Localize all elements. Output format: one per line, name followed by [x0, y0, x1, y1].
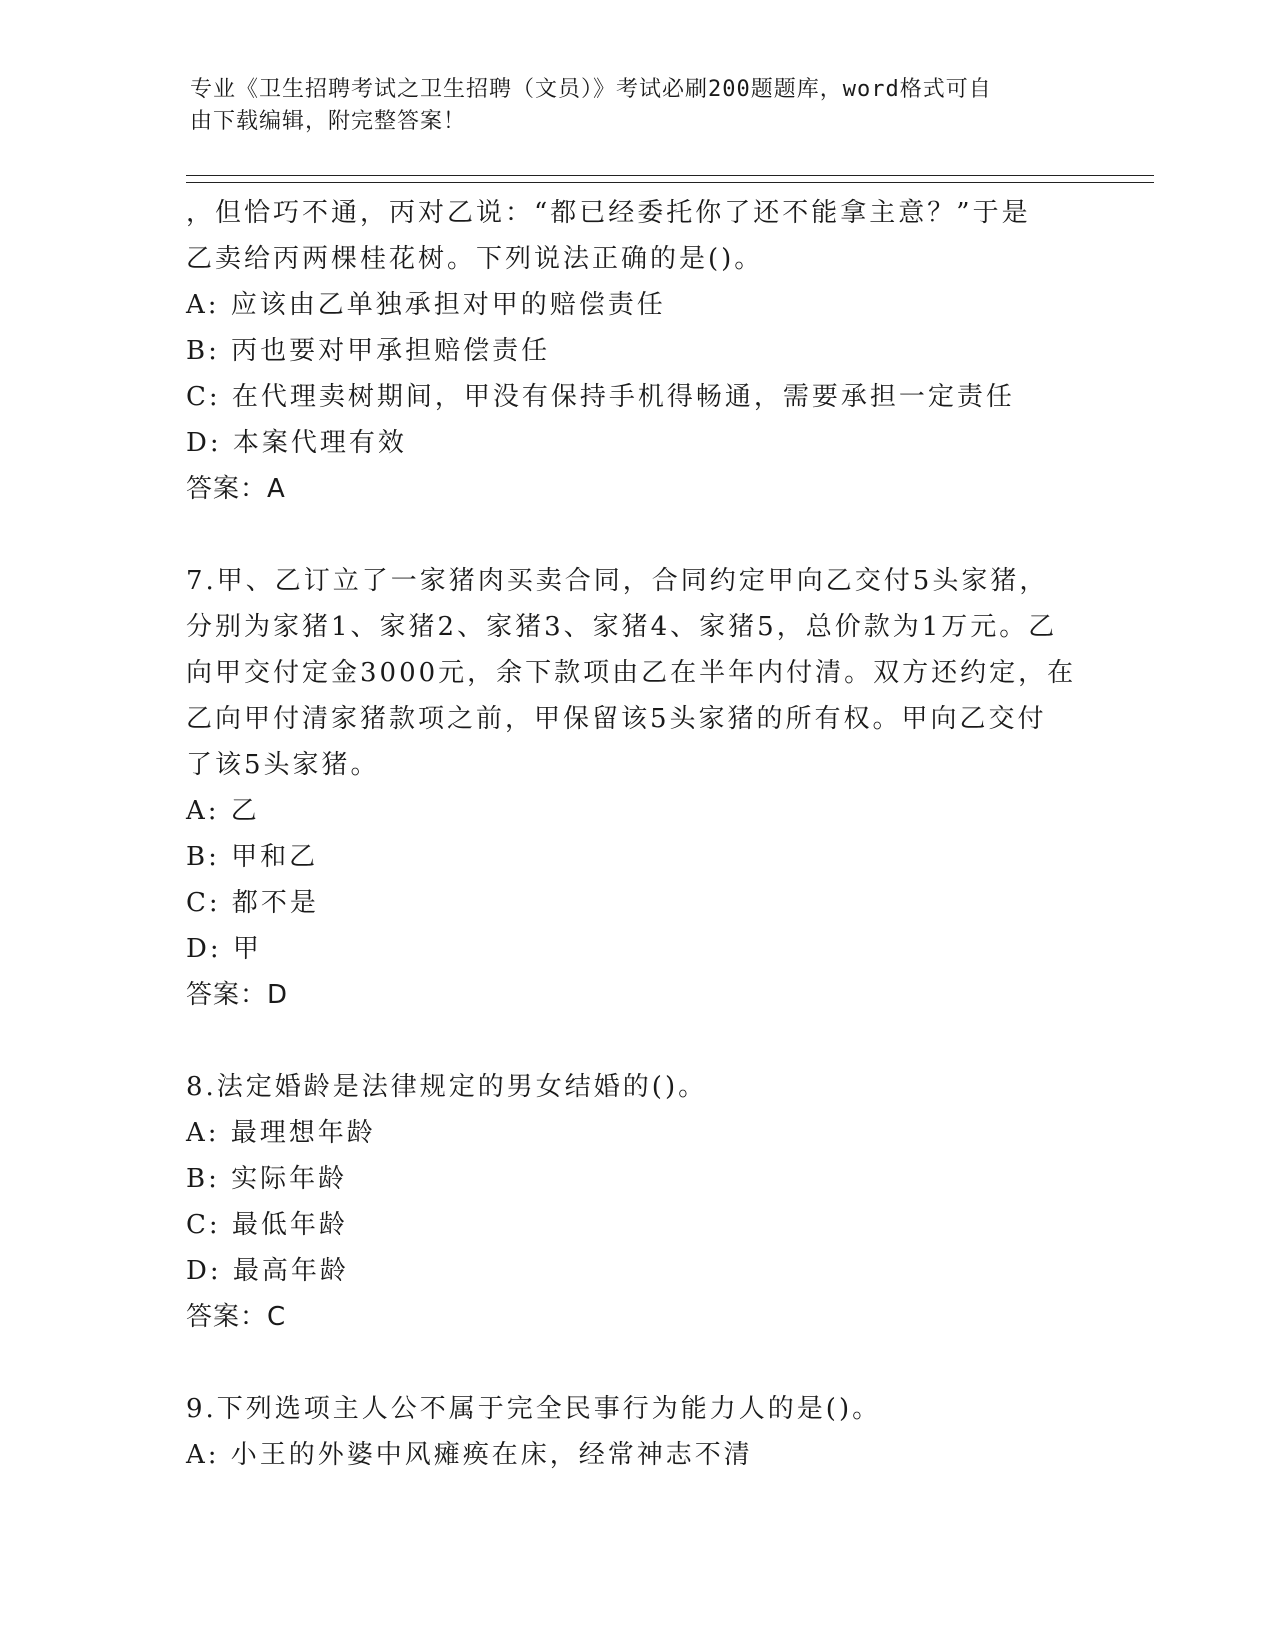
- option-b: B: 丙也要对甲承担赔偿责任: [186, 336, 551, 366]
- option-d: D: 本案代理有效: [186, 428, 407, 458]
- question-7: [186, 558, 1086, 1018]
- answer-label: 答案：C: [186, 1302, 287, 1332]
- question-stem-line: 乙向甲付清家猪款项之前，甲保留该5头家猪的所有权。甲向乙交付: [186, 704, 1047, 734]
- option-c: C: 都不是: [186, 888, 319, 918]
- header-line-2: 由下载编辑，附完整答案！: [190, 109, 467, 134]
- question-stem-line: ，但恰巧不通，丙对乙说：“都已经委托你了还不能拿主意？”于是: [186, 198, 1031, 228]
- option-a: A: 最理想年龄: [186, 1118, 376, 1148]
- header-divider-bottom: [186, 182, 1154, 183]
- option-b: B: 甲和乙: [186, 842, 319, 872]
- option-d: D: 最高年龄: [186, 1256, 349, 1286]
- option-a: A: 小王的外婆中风瘫痪在床，经常神志不清: [186, 1440, 753, 1470]
- document-header: [190, 74, 1070, 138]
- question-6: [186, 190, 1086, 512]
- question-stem-line: 8.法定婚龄是法律规定的男女结婚的()。: [186, 1072, 708, 1102]
- header-line-1: 专业《卫生招聘考试之卫生招聘（文员）》考试必刷200题题库，word格式可自: [190, 77, 992, 102]
- header-divider-top: [186, 175, 1154, 176]
- spacer: [186, 1018, 1086, 1064]
- question-stem-line: 乙卖给丙两棵桂花树。下列说法正确的是()。: [186, 244, 764, 274]
- option-b: B: 实际年龄: [186, 1164, 348, 1194]
- document-body: [186, 190, 1086, 1478]
- question-stem-line: 分别为家猪1、家猪2、家猪3、家猪4、家猪5，总价款为1万元。乙: [186, 612, 1058, 642]
- question-stem-line: 了该5头家猪。: [186, 750, 380, 780]
- option-d: D: 甲: [186, 934, 262, 964]
- option-a: A: 乙: [186, 796, 260, 826]
- option-c: C: 在代理卖树期间，甲没有保持手机得畅通，需要承担一定责任: [186, 382, 1015, 412]
- option-a: A: 应该由乙单独承担对甲的赔偿责任: [186, 290, 666, 320]
- option-c: C: 最低年龄: [186, 1210, 348, 1240]
- spacer: [186, 1340, 1086, 1386]
- question-9: [186, 1386, 1086, 1478]
- question-stem-line: 9.下列选项主人公不属于完全民事行为能力人的是()。: [186, 1394, 882, 1424]
- spacer: [186, 512, 1086, 558]
- question-stem-line: 向甲交付定金3000元，余下款项由乙在半年内付清。双方还约定，在: [186, 658, 1077, 688]
- answer-label: 答案：A: [186, 474, 286, 504]
- question-8: [186, 1064, 1086, 1340]
- answer-label: 答案：D: [186, 980, 289, 1010]
- question-stem-line: 7.甲、乙订立了一家猪肉买卖合同，合同约定甲向乙交付5头家猪，: [186, 566, 1049, 596]
